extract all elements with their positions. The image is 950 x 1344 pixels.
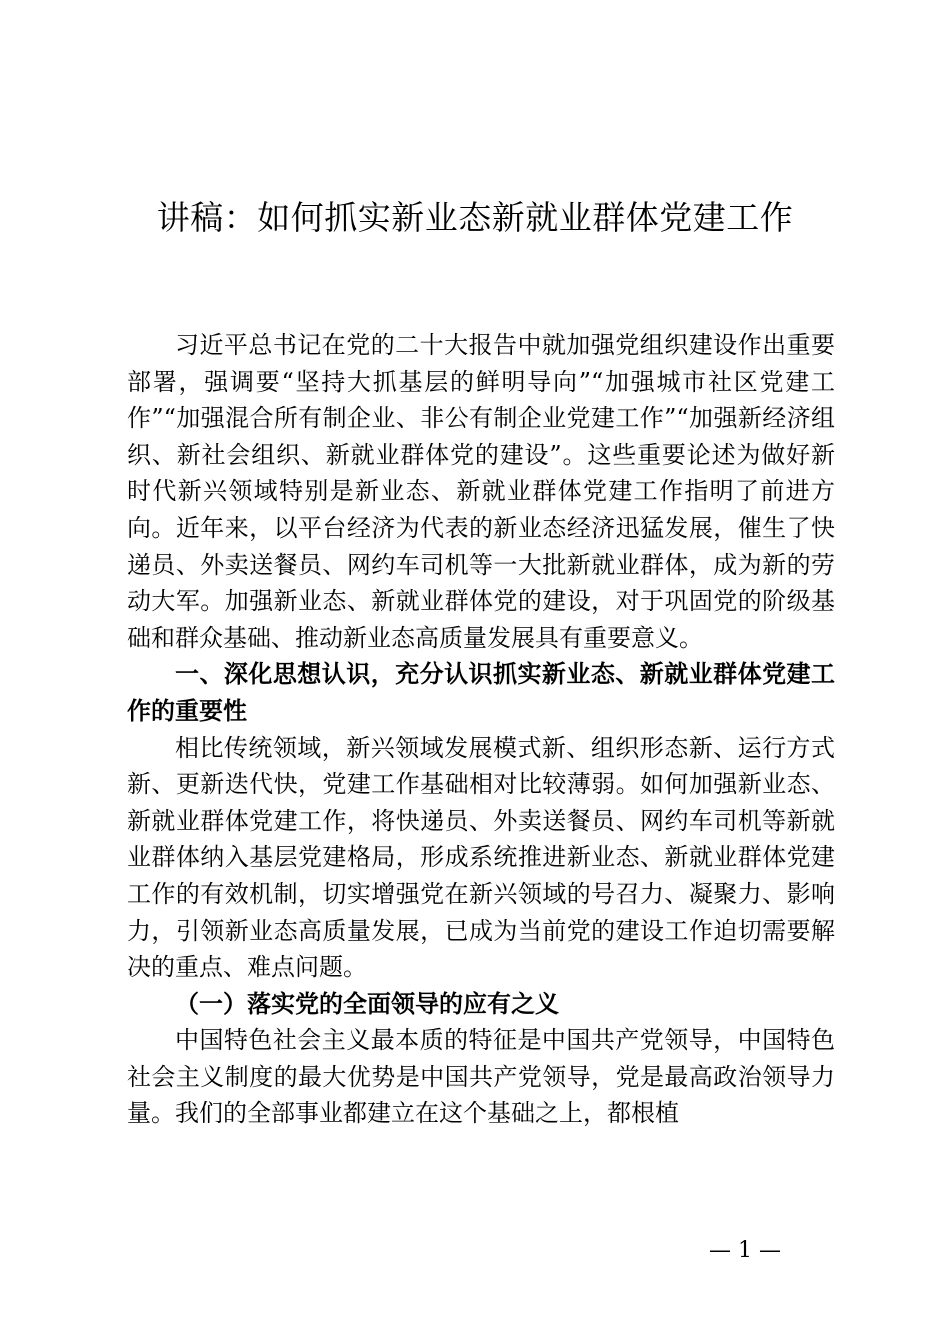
page-number: — 1 —	[709, 1238, 781, 1263]
document-title: 讲稿：如何抓实新业态新就业群体党建工作	[156, 198, 794, 237]
section-paragraph: 相比传统领域，新兴领域发展模式新、组织形态新、运行方式新、更新迭代快，党建工作基础相对比较薄弱。如何加强新业态、新就业群体党建工作，将快递员、外卖送餐员、网约车司机等新就业群体纳入基层党建格局，形成系统推进新业态、新就业群体党建工作的有效机制，切实增强党在新兴领域的号召力、凝聚力、影响力，引领新业态高质量发展，已成为当前党的建设工作迫切需要解决的重点、难点问题。	[127, 733, 835, 982]
subsection-paragraph: 中国特色社会主义最本质的特征是中国共产党领导，中国特色社会主义制度的最大优势是中国共产党领导，党是最高政治领导力量。我们的全部事业都建立在这个基础之上，都根植	[127, 1026, 835, 1128]
subsection-heading: （一）落实党的全面领导的应有之义	[175, 988, 559, 1018]
intro-paragraph: 习近平总书记在党的二十大报告中就加强党组织建设作出重要部署，强调要“坚持大抓基层的鲜明导向”“加强城市社区党建工作”“加强混合所有制企业、非公有制企业党建工作”“加强新经济组织、新社会组织、新就业群体党的建设”。这些重要论述为做好新时代新兴领域特别是新业态、新就业群体党建工作指明了前进方向。近年来，以平台经济为代表的新业态经济迅猛发展，催生了快递员、外卖送餐员、网约车司机等一大批新就业群体，成为新的劳动大军。加强新业态、新就业群体党的建设，对于巩固党的阶级基础和群众基础、推动新业态高质量发展具有重要意义。	[127, 331, 835, 652]
document-body	[127, 327, 835, 1132]
section-heading: 一、深化思想认识，充分认识抓实新业态、新就业群体党建工作的重要性	[127, 659, 835, 725]
